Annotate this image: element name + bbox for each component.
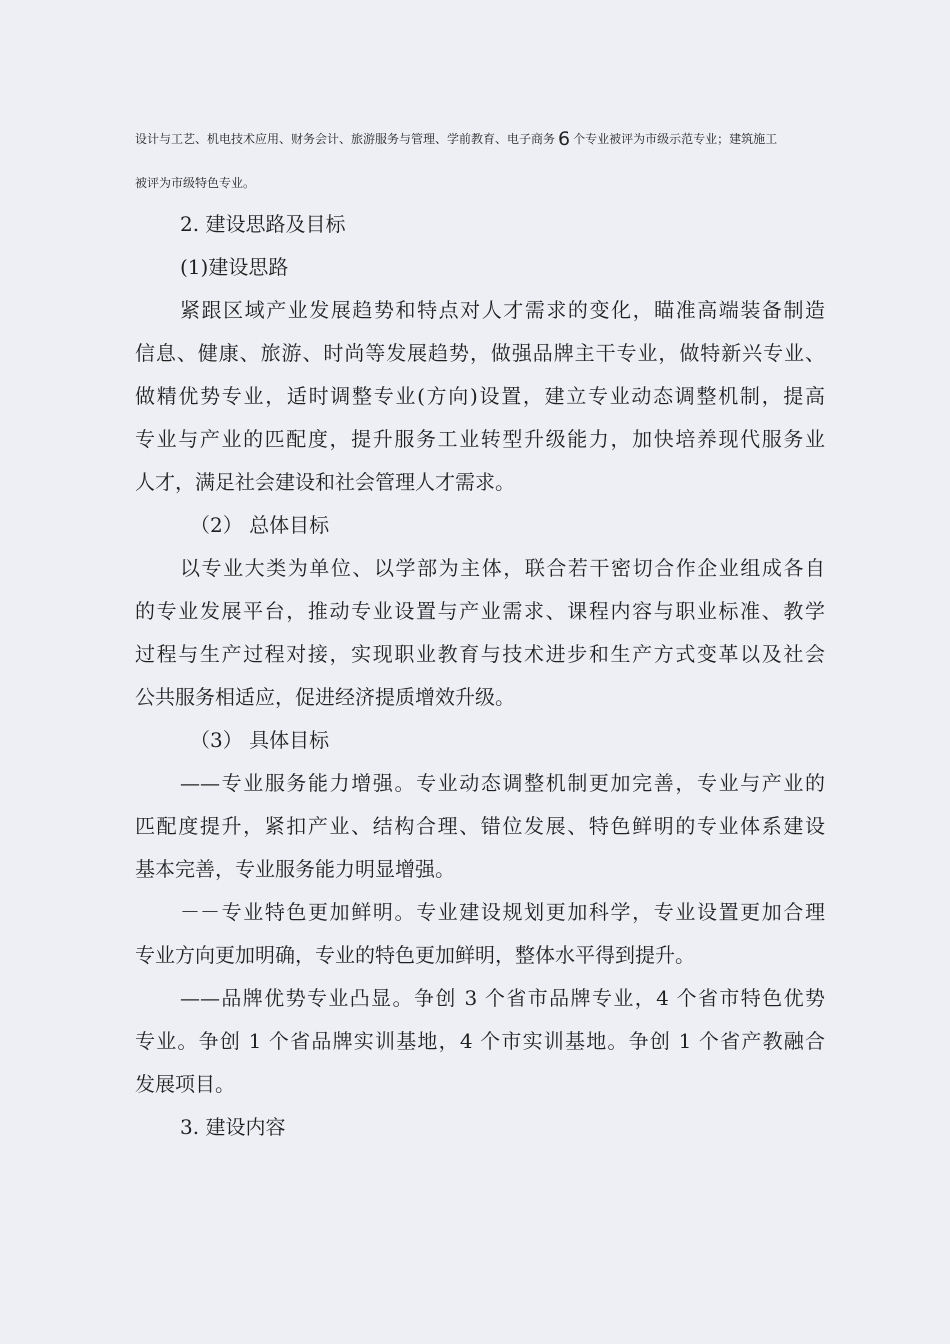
intro-line-1 bbox=[135, 128, 825, 150]
intro-text-a: 设计与工艺、机电技术应用、财务会计、旅游服务与管理、学前教育、电子商务 bbox=[135, 132, 556, 146]
subsection-1-heading: (1)建设思路 bbox=[180, 255, 289, 279]
paragraph-line: －－专业特色更加鲜明。专业建设规划更加科学，专业设置更加合理 bbox=[180, 900, 825, 924]
intro-number: 6 bbox=[558, 128, 571, 150]
paragraph-line: 发展项目。 bbox=[135, 1072, 235, 1096]
section-2-heading: 2. 建设思路及目标 bbox=[180, 212, 346, 236]
intro-line-2: 被评为市级特色专业。 bbox=[135, 176, 256, 190]
paragraph-line: 的专业发展平台，推动专业设置与产业需求、课程内容与职业标准、教学 bbox=[135, 599, 825, 623]
paragraph-line: 基本完善，专业服务能力明显增强。 bbox=[135, 857, 455, 881]
intro-text-b: 个专业被评为市级示范专业；建筑施工 bbox=[573, 132, 778, 146]
section-3-heading: 3. 建设内容 bbox=[180, 1115, 286, 1139]
paragraph-line: 做精优势专业，适时调整专业(方向)设置，建立专业动态调整机制，提高 bbox=[135, 384, 825, 408]
paragraph-line: 以专业大类为单位、以学部为主体，联合若干密切合作企业组成各自 bbox=[180, 556, 825, 580]
paragraph-line: 匹配度提升，紧扣产业、结构合理、错位发展、特色鲜明的专业体系建设 bbox=[135, 814, 825, 838]
paragraph-line: 信息、健康、旅游、时尚等发展趋势，做强品牌主干专业，做特新兴专业、 bbox=[135, 341, 825, 365]
subsection-3-heading: （3） 具体目标 bbox=[190, 728, 330, 752]
paragraph-line: 公共服务相适应，促进经济提质增效升级。 bbox=[135, 685, 515, 709]
paragraph-line: 人才，满足社会建设和社会管理人才需求。 bbox=[135, 470, 515, 494]
subsection-2-heading: （2） 总体目标 bbox=[190, 513, 330, 537]
paragraph-line: 过程与生产过程对接，实现职业教育与技术进步和生产方式变革以及社会 bbox=[135, 642, 825, 666]
paragraph-line: ——品牌优势专业凸显。争创 3 个省市品牌专业，4 个省市特色优势 bbox=[180, 986, 825, 1010]
paragraph-line: 紧跟区域产业发展趋势和特点对人才需求的变化，瞄准高端装备制造 bbox=[180, 298, 825, 322]
paragraph-line: 专业。争创 1 个省品牌实训基地，4 个市实训基地。争创 1 个省产教融合 bbox=[135, 1029, 825, 1053]
paragraph-line: 专业方向更加明确，专业的特色更加鲜明，整体水平得到提升。 bbox=[135, 943, 695, 967]
paragraph-line: ——专业服务能力增强。专业动态调整机制更加完善，专业与产业的 bbox=[180, 771, 825, 795]
paragraph-line: 专业与产业的匹配度，提升服务工业转型升级能力，加快培养现代服务业 bbox=[135, 427, 825, 451]
